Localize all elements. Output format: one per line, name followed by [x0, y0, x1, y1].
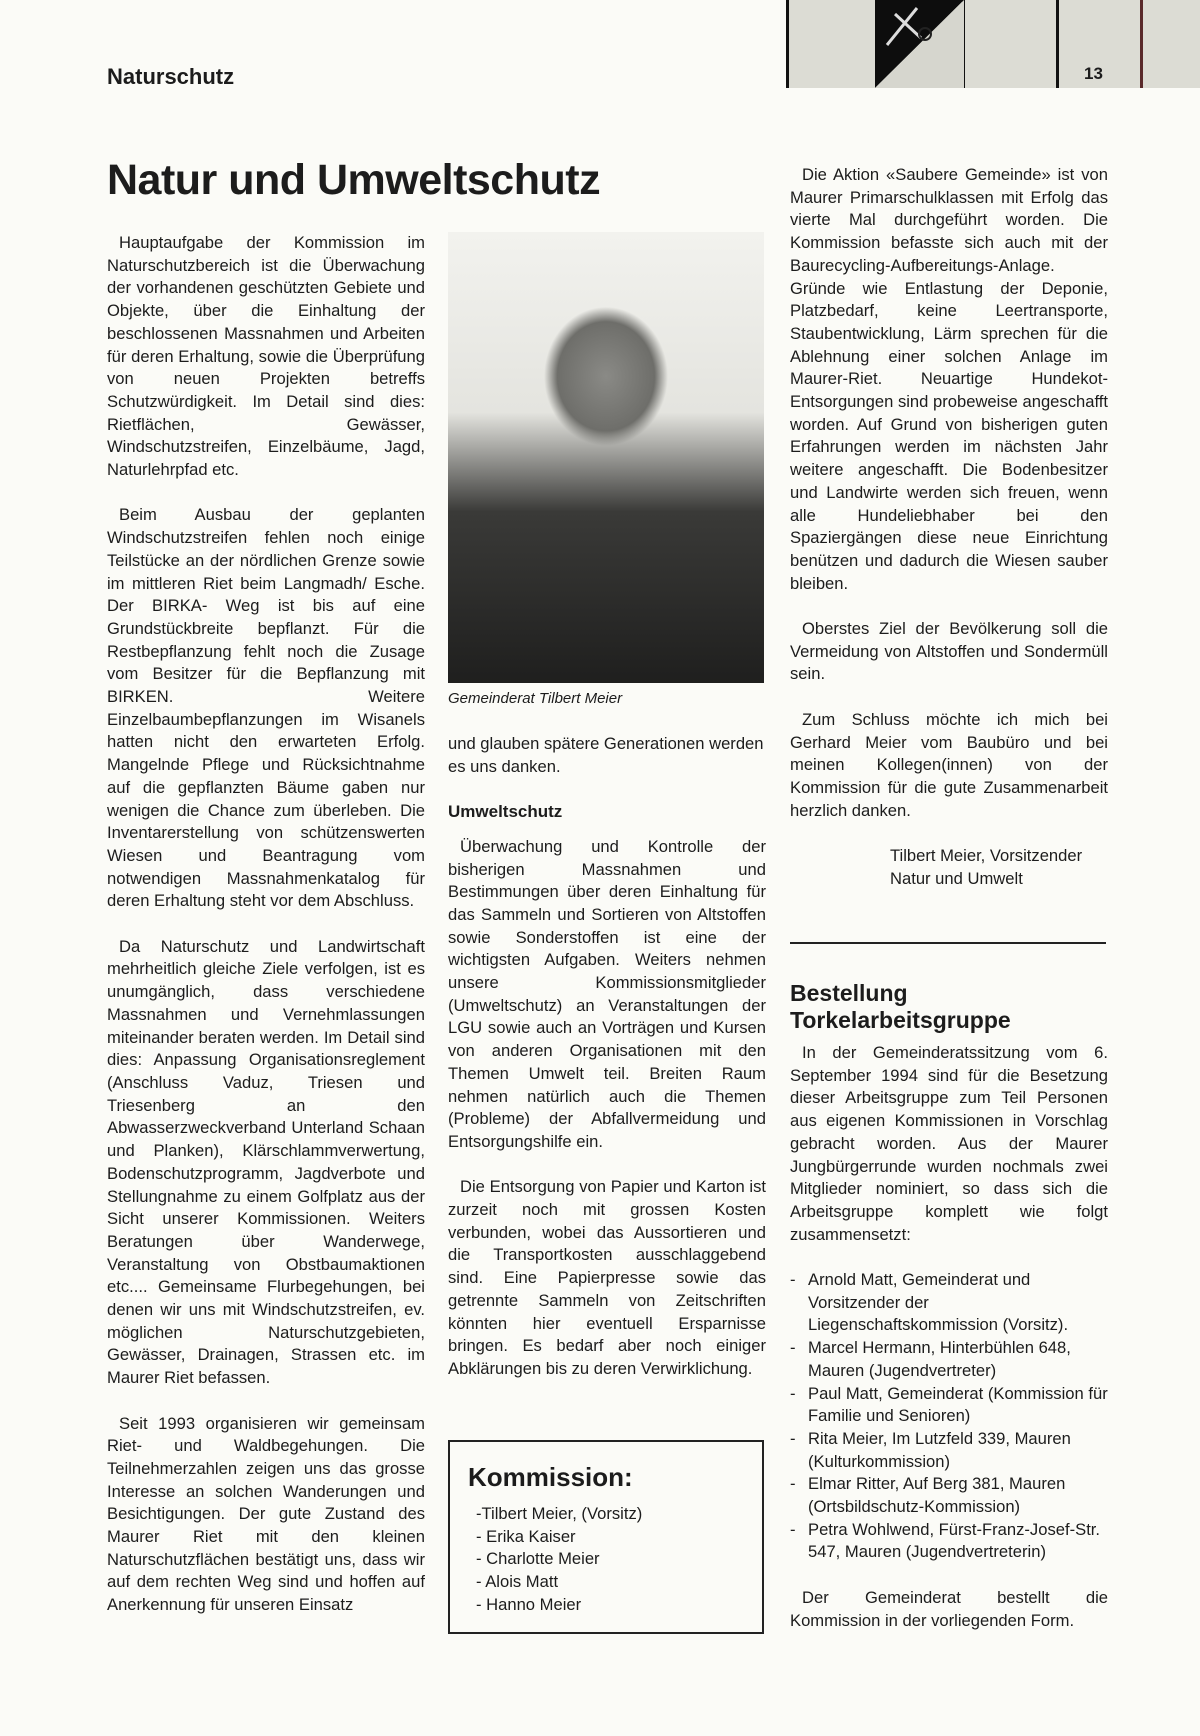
photo-caption: Gemeinderat Tilbert Meier	[448, 690, 623, 707]
paragraph: Hauptaufgabe der Kommission im Naturschutzbereich ist die Überwachung der vorhandenen geschützten Gebiete und Objekte, über die Einhaltung der beschlossenen Massnahmen und Arbeiten für deren Erhaltung, sowie die Überprüfung von neuen Projekten betreffs Schutzwürdigkeit. Im Detail sind dies: Rietflächen, Gewässer, Windschutzstreifen, Einzelbäume, Jagd, Naturlehrpfad etc.	[107, 233, 425, 480]
paragraph: Die Aktion «Saubere Gemeinde» ist von Maurer Primarschulklassen mit Erfolg das vierte Mal durchgeführt worden. Die Kommission befasste sich auch mit der Baurecycling-Aufbereitungs-Anlage. Gründe wie Entlastung der Deponie, Platzbedarf, keine Leertransporte, Staubentwicklung, Lärm sprechen für die Ablehnung einer solchen Anlage im Maurer-Riet. Neuartige Hundekot-Entsorgungen sind probeweise angeschafft worden. Auf Grund von bisherigen guten Erfahrungen werden im nächsten Jahr weitere angeschafft. Die Bodenbesitzer und Landwirte werden sich freuen, wenn alle Hundeliebhaber bei den Spaziergängen diese neue Einrichtung benützen und dadurch die Wiesen sauber bleiben.	[790, 165, 1108, 593]
torkel-section	[790, 980, 1108, 1655]
header-divider	[786, 0, 789, 88]
member-item: - Charlotte Meier	[476, 1549, 600, 1569]
member-item: - Rita Meier, Im Lutzfeld 339, Mauren (Kulturkommission)	[790, 1428, 1108, 1473]
paragraph: In der Gemeinderatssitzung vom 6. September 1994 sind für die Besetzung dieser Arbeitsgruppe zum Teil Personen aus eigenen Kommissionen in Vorschlag gebracht worden. Aus der Maurer Jungbürgerrunde wurden nochmals zwei Mitglieder nominiert, so dass sich die Arbeitsgruppe komplett wie folgt zusammensetzt:	[790, 1043, 1108, 1244]
section-divider	[790, 942, 1106, 944]
article-title: Natur und Umweltschutz	[107, 156, 601, 204]
left-column	[107, 232, 425, 1640]
member-item: - Alois Matt	[476, 1572, 559, 1592]
subheading-umweltschutz: Umweltschutz	[448, 802, 563, 822]
crossed-swords-emblem-icon	[875, 0, 964, 88]
section-label: Naturschutz	[107, 64, 235, 89]
paragraph: Überwachung und Kontrolle der bisherigen Massnahmen und Bestimmungen über deren Einhaltung für das Sammeln und Sortieren von Altstoffen sowie Sonderstoffen ist eine der wichtigsten Aufgaben. Weiters nehmen unsere Kommissionsmitglieder (Umweltschutz) an Veranstaltungen der LGU sowie auch an Vorträgen und Kursen von anderen Organisationen mit den Themen Umwelt teil. Breiten Raum nehmen natürlich auch die Themen (Probleme) der Abfallvermeidung und Entsorgungshilfe ein.	[448, 836, 766, 1151]
kommission-box	[448, 1440, 764, 1634]
paragraph: Seit 1993 organisieren wir gemeinsam Riet- und Waldbegehungen. Die Teilnehmerzahlen zeigen uns das grosse Interesse an solchen Wanderungen und Besichtigungen. Der gute Zustand des Maurer Riet mit den kleinen Naturschutzflächen bestätigt uns, dass wir auf dem rechten Weg sind und hoffen auf Anerkennung für unseren Einsatz	[107, 1413, 425, 1615]
signature	[890, 845, 1108, 890]
member-item: - Petra Wohlwend, Fürst-Franz-Josef-Str. 547, Mauren (Jugendvertreterin)	[790, 1519, 1108, 1564]
kommission-heading: Kommission:	[468, 1462, 633, 1492]
member-item: - Marcel Hermann, Hinterbühlen 648, Mauren (Jugendvertreter)	[790, 1337, 1108, 1382]
member-item: - Paul Matt, Gemeinderat (Kommission für Familie und Senioren)	[790, 1383, 1108, 1428]
paragraph: Zum Schluss möchte ich mich bei Gerhard Meier vom Baubüro und bei meinen Kollegen(innen) von der Kommission für die gute Zusammenarbeit herzlich danken.	[790, 709, 1108, 820]
member-item: - Elmar Ritter, Auf Berg 381, Mauren (Ortsbildschutz-Kommission)	[790, 1473, 1108, 1518]
paragraph: Beim Ausbau der geplanten Windschutzstreifen fehlen noch einige Teilstücke an der nördlichen Grenze sowie im mittleren Riet beim Langmadh/ Esche. Der BIRKA- Weg ist bis auf eine Grundstückbreite bepflanzt. Für die Restbepflanzung fehlt noch die Zusage vom Besitzer für die Bepflanzung mit BIRKEN. Weitere Einzelbaumbepflanzungen im Wisanels hatten nicht den erwarteten Erfolg. Mangelnde Pflege und Rücksichtnahme auf die gepflanzten Bäume gaben nur wenigen die Chance zum überleben. Die Inventarerstellung von schützenswerten Wiesen und Beantragung vom notwendigen Massnahmenkatalog für deren Erhaltung steht vor dem Abschluss.	[107, 505, 425, 911]
member-item: - Erika Kaiser	[476, 1526, 576, 1546]
paragraph: Der Gemeinderat bestellt die Kommission in der vorliegenden Form.	[790, 1587, 1108, 1630]
paragraph: Oberstes Ziel der Bevölkerung soll die Vermeidung von Altstoffen und Sondermüll sein.	[790, 619, 1108, 684]
torkel-heading: Bestellung Torkelarbeitsgruppe	[790, 980, 1011, 1033]
portrait-photo	[448, 232, 764, 683]
member-item: - Hanno Meier	[476, 1594, 582, 1614]
member-item: -Tilbert Meier, (Vorsitz)	[476, 1504, 643, 1523]
member-item: - Arnold Matt, Gemeinderat und Vorsitzender der Liegenschaftskommission (Vorsitz).	[790, 1269, 1108, 1337]
page-number: 13	[1084, 64, 1103, 83]
header-bar	[786, 0, 1200, 88]
middle-column	[448, 733, 766, 1403]
signature-line: Tilbert Meier, Vorsitzender	[890, 846, 1083, 866]
header-divider	[1140, 0, 1143, 88]
paragraph: und glauben spätere Generationen werden es uns danken.	[448, 734, 764, 776]
header-divider	[1056, 0, 1059, 88]
paragraph: Da Naturschutz und Landwirtschaft mehrheitlich gleiche Ziele verfolgen, ist es unumgänglich, dass verschiedene Massnahmen und Vernehmlassungen miteinander beraten werden. Im Detail sind dies: Anpassung Organisationsreglement (Anschluss Vaduz, Triesen und Triesenberg an den Abwasserzweckverband Unterland Schaan und Planken), Klärschlammverwertung, Bodenschutzprogramm, Jagdverbote und Stellungnahme zu einem Golfplatz aus der Sicht unserer Kommissionen. Weiters Beratungen über Wanderwege, Veranstaltung von Obstbaumaktionen etc.... Gemeinsame Flurbegehungen, bei denen wir uns mit Windschutzstreifen, ev. möglichen Naturschutzgebieten, Gewässer, Drainagen, Strassen etc. im Maurer Riet befassen.	[107, 936, 425, 1388]
paragraph: Die Entsorgung von Papier und Karton ist zurzeit noch mit grossen Kosten verbunden, wobei das Aussortieren und die Transportkosten ausschlaggebend sind. Eine Papierpresse sowie das getrennte Sammeln von Zeitschriften könnten hier eventuell Ersparnisse bringen. Es bedarf aber noch einiger Abklärungen bis zu deren Verwirklichung.	[448, 1177, 766, 1378]
signature-line: Natur und Umwelt	[890, 868, 1023, 888]
right-column	[790, 164, 1108, 890]
